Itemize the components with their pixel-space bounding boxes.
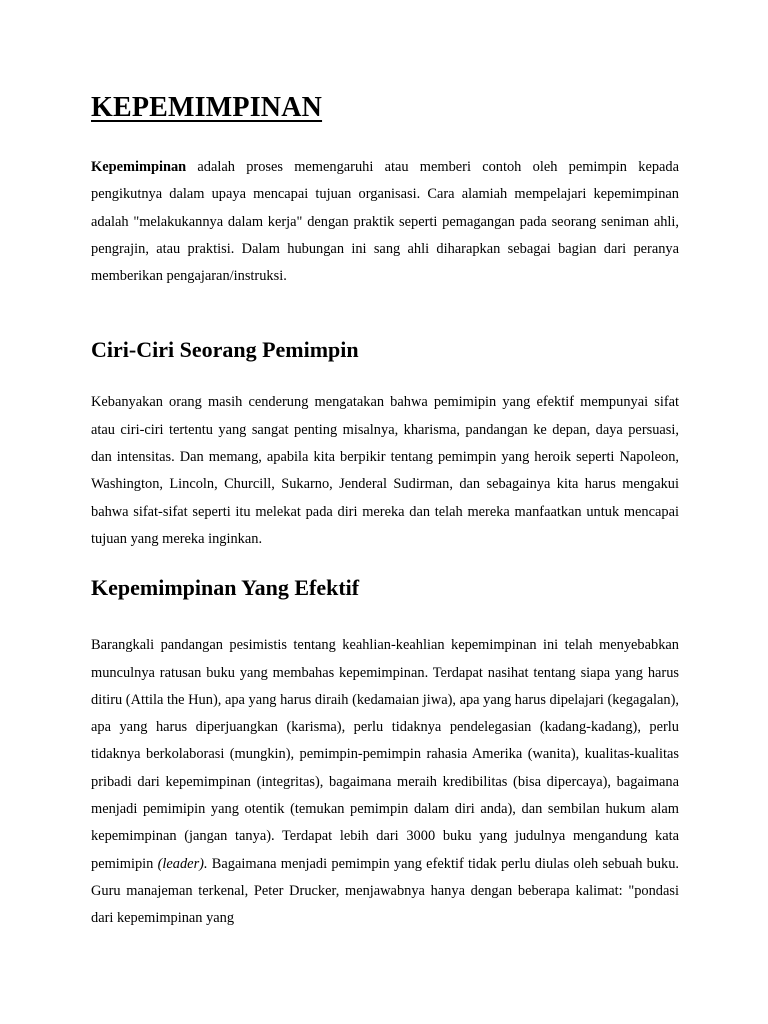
intro-paragraph bbox=[91, 154, 679, 290]
section-efektif-italic-term: (leader). bbox=[157, 855, 208, 872]
section-efektif-text-2: Bagaimana menjadi pemimpin yang efektif tidak perlu diulas oleh sebuah buku. Guru manajeman terkenal, Peter Drucker, menjawabnya hanya dengan beberapa kalimat: "pondasi dari kepemimpinan yang bbox=[91, 855, 680, 927]
intro-lead-term: Kepemimpinan bbox=[91, 159, 187, 175]
section-heading-ciri-ciri: Ciri-Ciri Seorang Pemimpin bbox=[91, 337, 359, 363]
document-content bbox=[91, 88, 679, 933]
intro-text: adalah proses memengaruhi atau memberi contoh oleh pemimpin kepada pengikutnya dalam upaya mencapai tujuan organisasi. Cara alamiah mempelajari kepemimpinan adalah "melakukannya dalam kerja" dengan praktik seperti pemagangan pada seorang seniman ahli, pengrajin, atau praktisi. Dalam hubungan ini sang ahli diharapkan sebagai bagian dari peranya memberikan pengajaran/instruksi. bbox=[91, 159, 679, 285]
section-heading-efektif: Kepemimpinan Yang Efektif bbox=[91, 575, 360, 601]
section-efektif-paragraph bbox=[91, 632, 679, 932]
section-efektif-text-1: Barangkali pandangan pesimistis tentang keahlian-keahlian kepemimpinan ini telah menyebabkan munculnya ratusan buku yang membahas kepemimpinan. Terdapat nasihat tentang siapa yang harus ditiru (Attila the Hun), apa yang harus diraih (kedamaian jiwa), apa yang harus dipelajari (kegagalan), apa yang harus diperjuangkan (karisma), perlu tidaknya pendelegasian (kadang-kadang), perlu tidaknya berkolaborasi (mungkin), pemimpin-pemimpin rahasia Amerika (wanita), kualitas-kualitas pribadi dari kepemimpinan (integritas), bagaimana meraih kredibilitas (bisa dipercaya), bagaimana menjadi pemimipin yang otentik (temukan pemimpin dalam diri anda), dan sembilan hukum alam kepemimpinan (jangan tanya). Terdapat lebih dari 3000 buku yang judulnya mengandung kata pemimipin bbox=[91, 637, 679, 872]
document-title: KEPEMIMPINAN bbox=[91, 92, 323, 123]
section-ciri-ciri-paragraph: Kebanyakan orang masih cenderung mengatakan bahwa pemimipin yang efektif mempunyai sifat atau ciri-ciri tertentu yang sangat penting misalnya, kharisma, pandangan ke depan, daya persuasi, dan intensitas. Dan memang, apabila kita berpikir tentang pemimpin yang heroik seperti Napoleon, Washington, Lincoln, Churcill, Sukarno, Jenderal Sudirman, dan sebagainya kita harus mengakui bahwa sifat-sifat seperti itu melekat pada diri mereka dan telah mereka manfaatkan untuk mencapai tujuan yang mereka inginkan. bbox=[91, 394, 679, 547]
